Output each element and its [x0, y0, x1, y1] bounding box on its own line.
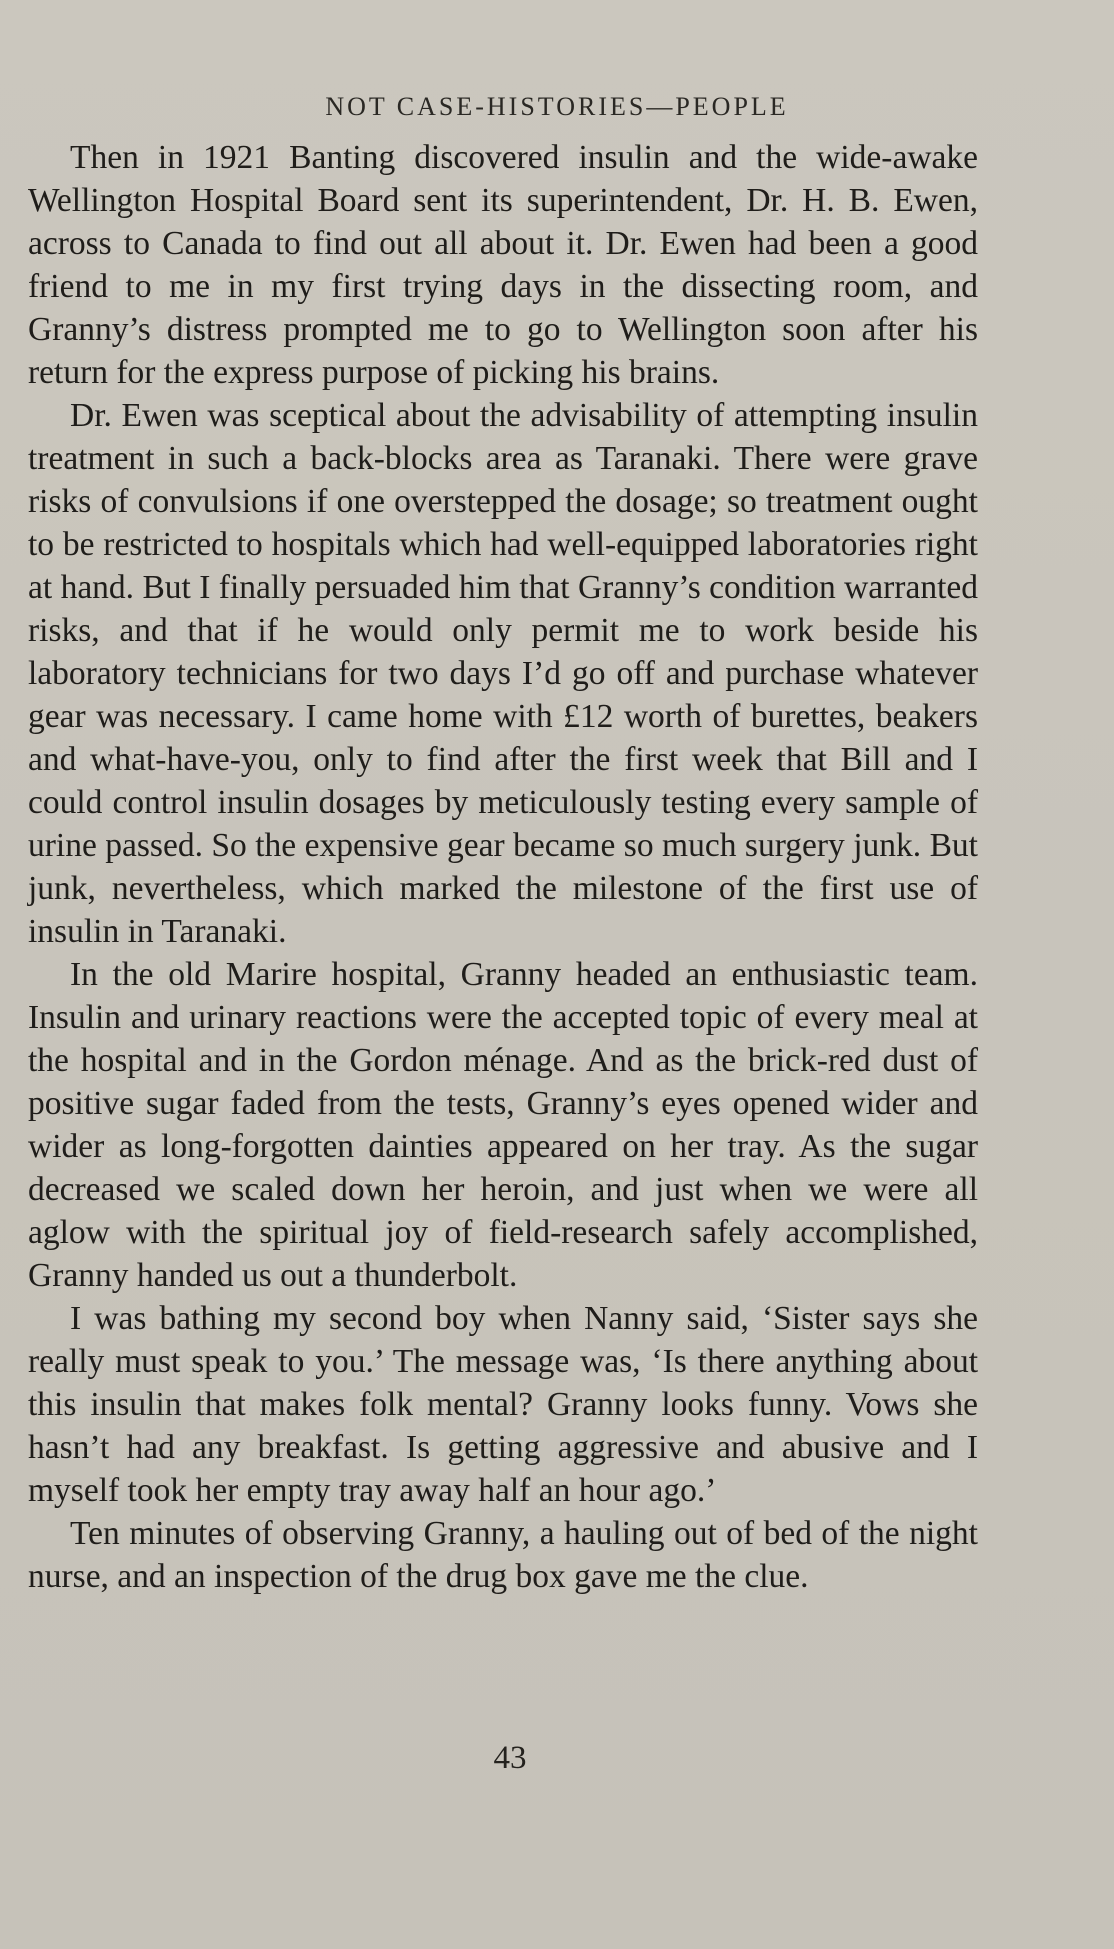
- paragraph-5: Ten minutes of observing Granny, a hauling out of bed of the night nurse, and an inspection of the drug box gave me the clue.: [28, 1515, 978, 1595]
- body-text: [28, 136, 978, 1598]
- paragraph-1: Then in 1921 Banting discovered insulin and the wide-awake Wellington Hospital Board sent its superintendent, Dr. H. B. Ewen, across to Canada to find out all about it. Dr. Ewen had been a good friend to me in my first trying days in the dissecting room, and Granny’s distress prompted me to go to Wellington soon after his return for the express purpose of picking his brains.: [28, 139, 978, 391]
- page-number: 43: [493, 1740, 527, 1776]
- paragraph-4: I was bathing my second boy when Nanny said, ‘Sister says she really must speak to you.’ The message was, ‘Is there anything about this insulin that makes folk mental? Granny looks funny. Vows she hasn’t had any breakfast. Is getting aggressive and abusive and I myself took her empty tray away half an hour ago.’: [28, 1300, 978, 1509]
- running-head: NOT CASE-HISTORIES—PEOPLE: [325, 92, 789, 121]
- paragraph-3: In the old Marire hospital, Granny headed an enthusiastic team. Insulin and urinary reactions were the accepted topic of every meal at the hospital and in the Gordon ménage. And as the brick-red dust of positive sugar faded from the tests, Granny’s eyes opened wider and wider as long-forgotten dainties appeared on her tray. As the sugar decreased we scaled down her heroin, and just when we were all aglow with the spiritual joy of field-research safely accomplished, Granny handed us out a thunderbolt.: [28, 956, 978, 1294]
- paragraph-2: Dr. Ewen was sceptical about the advisability of attempting insulin treatment in such a back-blocks area as Taranaki. There were grave risks of convulsions if one overstepped the dosage; so treatment ought to be restricted to hospitals which had well-equipped laboratories right at hand. But I finally persuaded him that Granny’s condition warranted risks, and that if he would only permit me to work beside his laboratory technicians for two days I’d go off and purchase whatever gear was necessary. I came home with £12 worth of burettes, beakers and what-have-you, only to find after the first week that Bill and I could control insulin dosages by meticulously testing every sample of urine passed. So the expensive gear became so much surgery junk. But junk, nevertheless, which marked the milestone of the first use of insulin in Taranaki.: [28, 397, 978, 950]
